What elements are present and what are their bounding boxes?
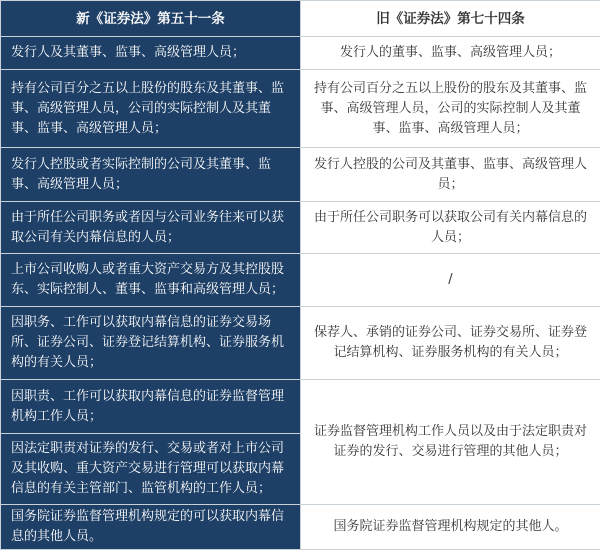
table-row — [1, 202, 600, 254]
header-new-law: 新《证券法》第五十一条 — [1, 1, 301, 37]
old-law-cell: 发行人的董事、监事、高级管理人员； — [301, 37, 600, 70]
new-law-cell: 国务院证券监督管理机构规定的可以获取内幕信息的其他人员。 — [1, 505, 301, 550]
old-law-cell: 国务院证券监督管理机构规定的其他人。 — [301, 505, 600, 550]
table-row — [1, 307, 600, 380]
old-law-cell: 持有公司百分之五以上股份的股东及其董事、监事、高级管理人员，公司的实际控制人及其董事、监事、高级管理人员； — [301, 70, 600, 148]
old-law-cell: / — [301, 254, 600, 307]
new-law-cell: 因法定职责对证券的发行、交易或者对上市公司及其收购、重大资产交易进行管理可以获取内幕信息的有关主管部门、监管机构的工作人员； — [1, 434, 301, 505]
old-law-cell-merged: 证券监督管理机构工作人员以及由于法定职责对证券的发行、交易进行管理的其他人员； — [301, 380, 600, 505]
new-law-cell: 因职务、工作可以获取内幕信息的证券交易场所、证券公司、证券登记结算机构、证券服务机构的有关人员； — [1, 307, 301, 380]
old-law-cell: 由于所任公司职务可以获取公司有关内幕信息的人员； — [301, 202, 600, 254]
old-law-cell: 发行人控股的公司及其董事、监事、高级管理人员； — [301, 148, 600, 202]
table-row — [1, 70, 600, 148]
table-row — [1, 380, 600, 434]
new-law-cell: 发行人及其董事、监事、高级管理人员； — [1, 37, 301, 70]
table-row — [1, 505, 600, 550]
table-header-row — [1, 1, 600, 37]
new-law-cell: 持有公司百分之五以上股份的股东及其董事、监事、高级管理人员，公司的实际控制人及其董事、监事、高级管理人员； — [1, 70, 301, 148]
table-row — [1, 148, 600, 202]
new-law-cell: 上市公司收购人或者重大资产交易方及其控股股东、实际控制人、董事、监事和高级管理人员； — [1, 254, 301, 307]
table-row — [1, 254, 600, 307]
new-law-cell: 由于所任公司职务或者因与公司业务往来可以获取公司有关内幕信息的人员； — [1, 202, 301, 254]
header-old-law: 旧《证券法》第七十四条 — [301, 1, 600, 37]
table-row — [1, 37, 600, 70]
new-law-cell: 因职责、工作可以获取内幕信息的证券监督管理机构工作人员； — [1, 380, 301, 434]
new-law-cell: 发行人控股或者实际控制的公司及其董事、监事、高级管理人员； — [1, 148, 301, 202]
old-law-cell: 保荐人、承销的证券公司、证券交易所、证券登记结算机构、证券服务机构的有关人员； — [301, 307, 600, 380]
